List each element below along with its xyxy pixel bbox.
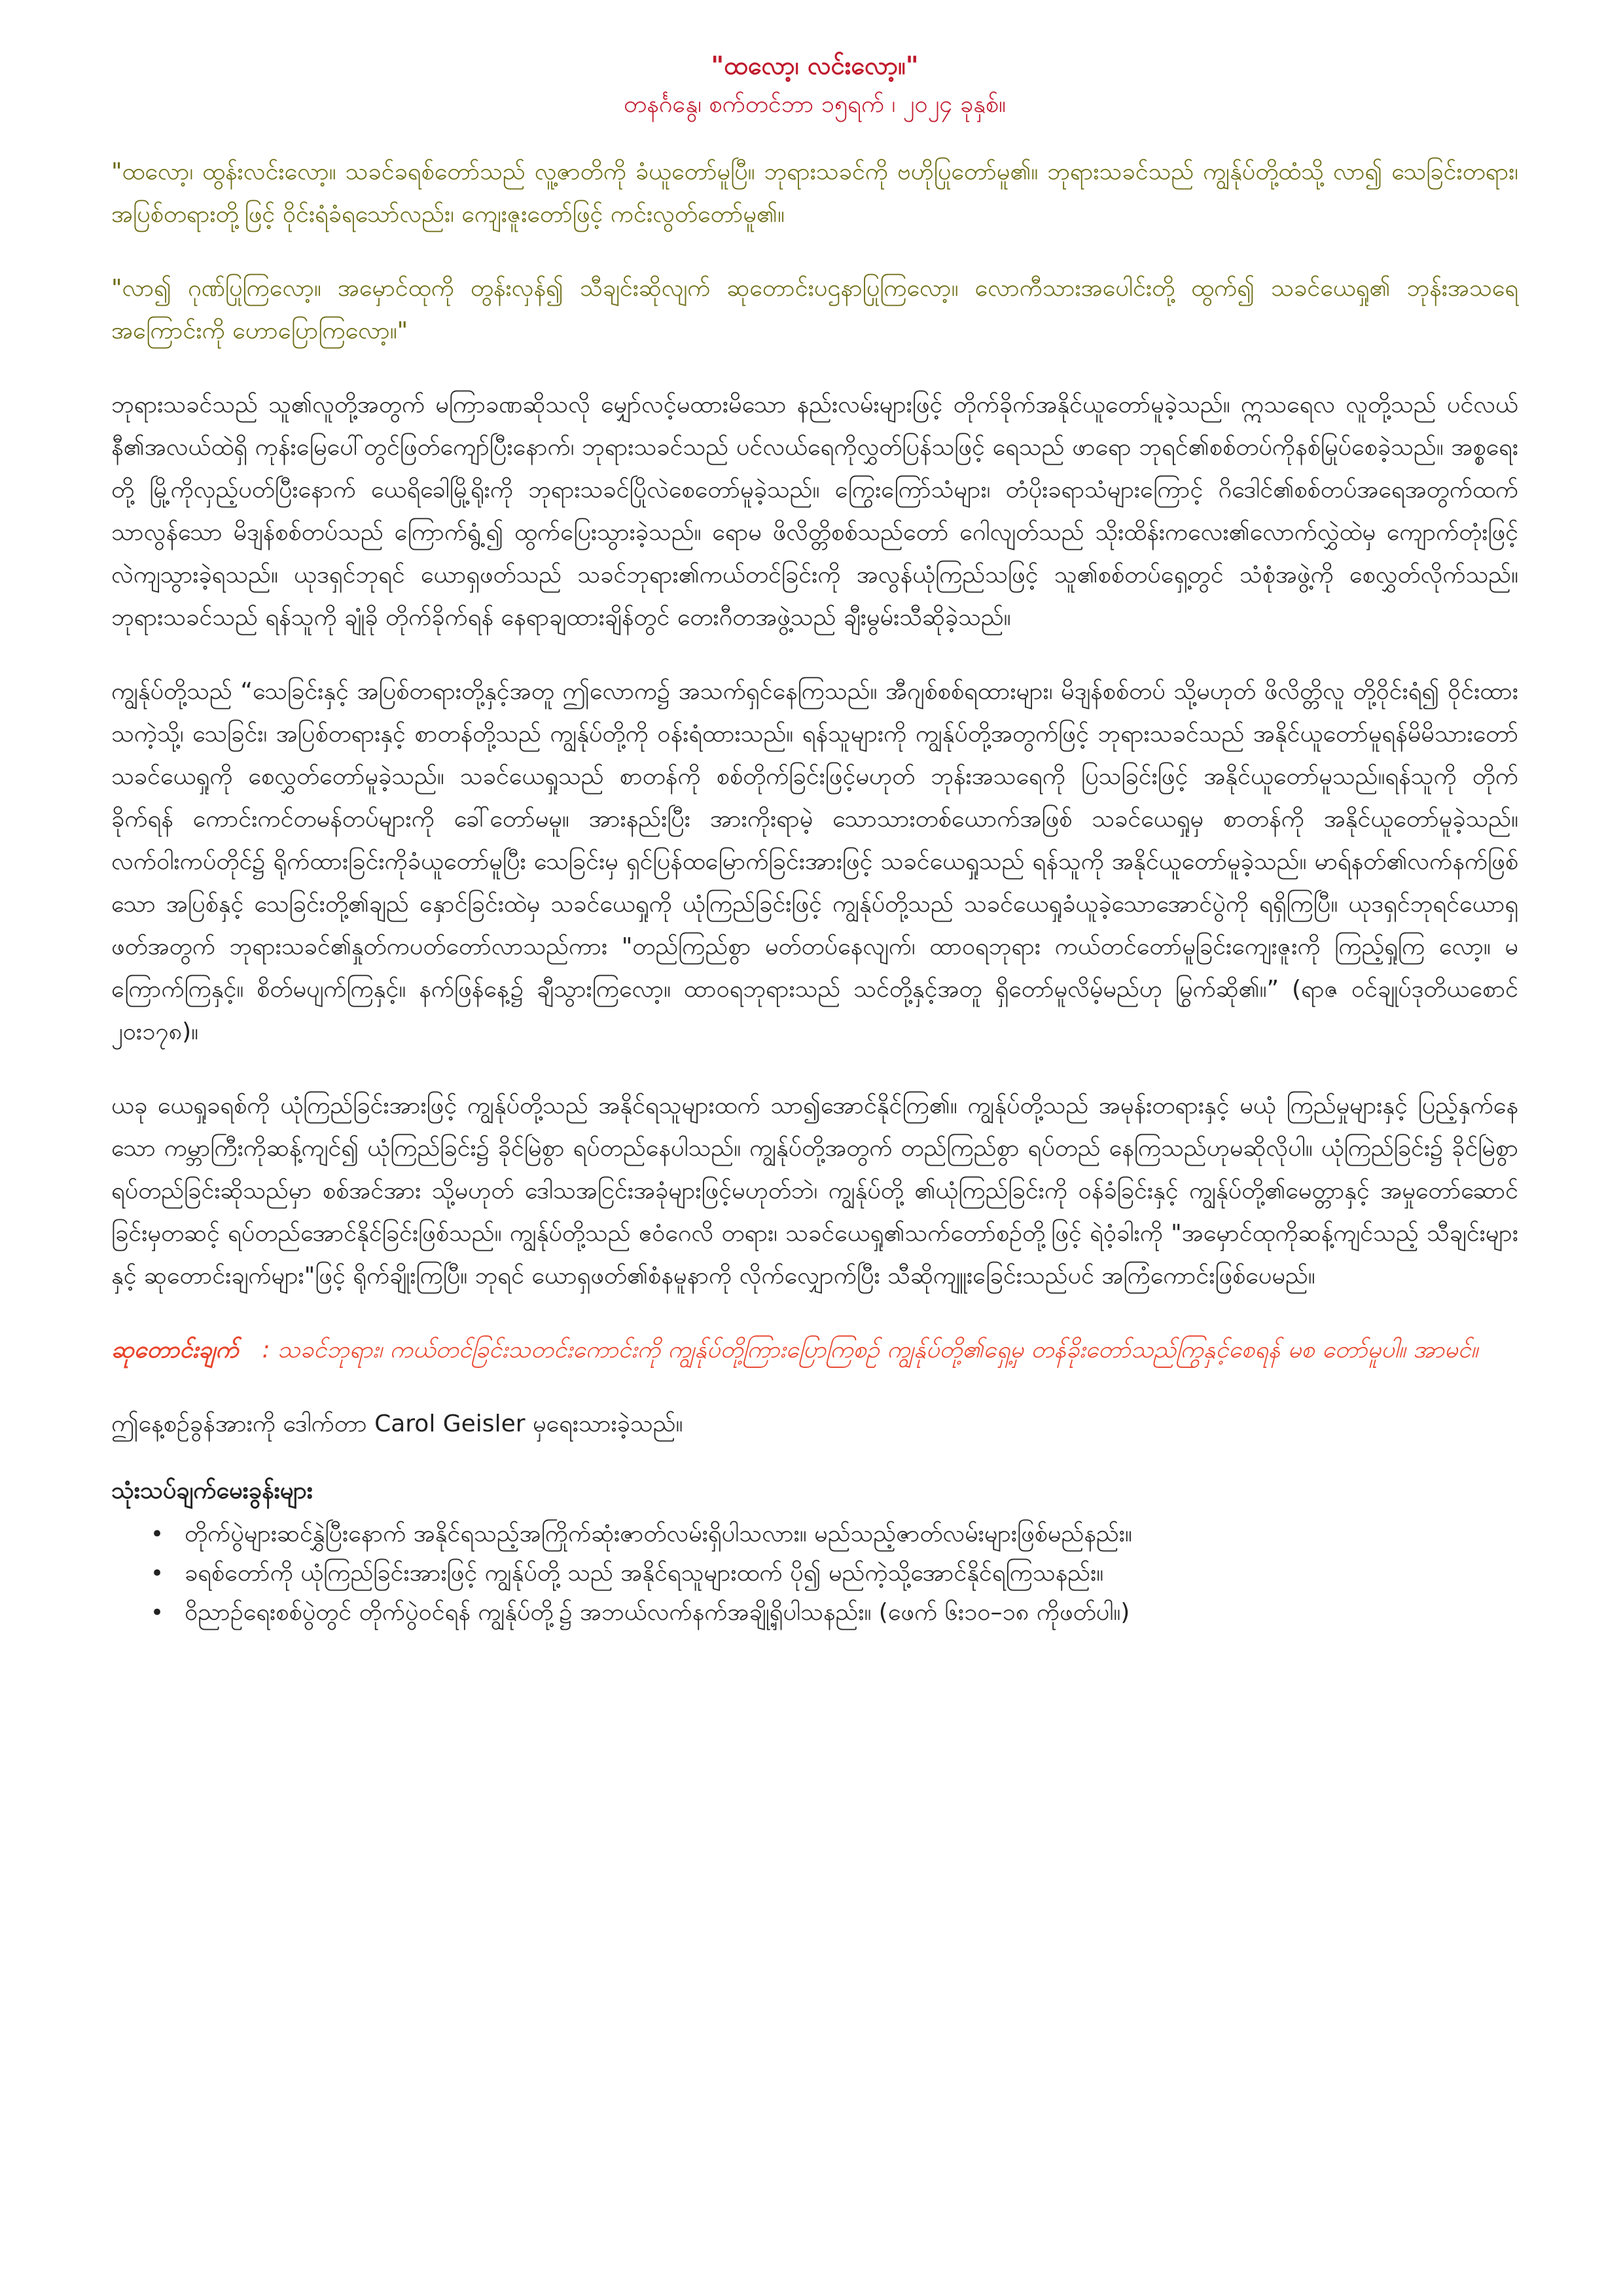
bullet-icon: •	[151, 1521, 164, 1547]
prayer	[111, 1329, 1518, 1371]
list-item	[151, 1593, 1518, 1632]
body-paragraph-2: ကျွန်ုပ်တို့သည် “သေခြင်းနှင့် အပြစ်တရားတို့နှင့်အတူ ဤလောက၌ အသက်ရှင်နေကြသည်။ အီဂျစ်စစ်ရထားများ၊ မိဒျန်စစ်တပ် သို့မဟုတ် ဖိလိတ္တိလူ တို့ဝိုင်းရံ၍ ဝိုင်းထားသကဲ့သို့၊ သေခြင်း၊ အပြစ်တရားနှင့် စာတန်တို့သည် ကျွန်ုပ်တို့ကို ဝန်းရံထားသည်။ ရန်သူများကို ကျွန်ုပ်တို့အတွက်ဖြင့် ဘုရားသခင်သည် အနိုင်ယူတော်မူရန်မိမိသားတော်သခင်ယေရှုကို စေလွှတ်တော်မူခဲ့သည်။ သခင်ယေရှုသည် စာတန်ကို စစ်တိုက်ခြင်းဖြင့်မဟုတ် ဘုန်းအသရေကို ပြသခြင်းဖြင့် အနိုင်ယူတော်မူသည်။ရန်သူကို တိုက် ခိုက်ရန် ကောင်းကင်တမန်တပ်များကို ခေါ်တော်မမူ။ အားနည်းပြီး အားကိုးရာမဲ့ သောသားတစ်ယောက်အဖြစ် သခင်ယေရှုမှ စာတန်ကို အနိုင်ယူတော်မူခဲ့သည်။ လက်ဝါးကပ်တိုင်၌ ရိုက်ထားခြင်းကိုခံယူတော်မူပြီး သေခြင်းမှ ရှင်ပြန်ထမြောက်ခြင်းအားဖြင့် သခင်ယေရှုသည် ရန်သူကို အနိုင်ယူတော်မူခဲ့သည်။ မာရ်နတ်၏လက်နက်ဖြစ်သော အပြစ်နှင့် သေခြင်းတို့၏ချည် နှောင်ခြင်းထဲမှ သခင်ယေရှုကို ယုံကြည်ခြင်းဖြင့် ကျွန်ုပ်တို့သည် သခင်ယေရှုခံယူခဲ့သောအောင်ပွဲကို ရရှိကြပြီ။ ယုဒရှင်ဘုရင်ယောရှဖတ်အတွက် ဘုရားသခင်၏နှုတ်ကပတ်တော်လာသည်ကား "တည်ကြည်စွာ မတ်တပ်နေလျက်၊ ထာဝရဘုရား ကယ်တင်တော်မူခြင်းကျေးဇူးကို ကြည့်ရှုကြ လော့။ မကြောက်ကြနှင့်။ စိတ်မပျက်ကြနှင့်။ နက်ဖြန်နေ့၌ ချီသွားကြလော့။ ထာဝရဘုရားသည် သင်တို့နှင့်အတူ ရှိတော်မူလိမ့်မည်ဟု မြွက်ဆို၏။” (ရာဇ ဝင်ချုပ်ဒုတိယစောင် ၂၀း၁၇၈)။	[111, 678, 1518, 1045]
bullet-icon: •	[151, 1600, 164, 1626]
bullet-icon: •	[151, 1560, 164, 1587]
dateline: တနင်္ဂနွေ၊ စက်တင်ဘာ ၁၅ရက် ၊ ၂၀၂၄ ခုနှစ်။	[624, 91, 1006, 118]
prayer-text: : သခင်ဘုရား၊ ကယ်တင်ခြင်းသတင်းကောင်းကို ကျွန်ုပ်တို့ကြားပြောကြစဉ် ကျွန်ုပ်တို့၏ရှေ့မှ တန်ခိုးတော်သည်ကြွနှင့်စေရန် မစ တော်မူပါ။ အာမင်။	[262, 1336, 1478, 1363]
author-credit: ဤနေ့စဉ်ခွန်အားကို ဒေါက်တာ Carol Geisler မှရေးသားခဲ့သည်။	[111, 1410, 683, 1437]
body-paragraph-3: ယခု ယေရှုခရစ်ကို ယုံကြည်ခြင်းအားဖြင့် ကျွန်ုပ်တို့သည် အနိုင်ရသူများထက် သာ၍အောင်နိုင်ကြ၏။ ကျွန်ုပ်တို့သည် အမုန်းတရားနှင့် မယုံ ကြည်မှုများနှင့် ပြည့်နှက်နေသော ကမ္ဘာကြီးကိုဆန့်ကျင်၍ ယုံကြည်ခြင်း၌ ခိုင်မြဲစွာ ရပ်တည်နေပါသည်။ ကျွန်ုပ်တို့အတွက် တည်ကြည်စွာ ရပ်တည် နေကြသည်ဟုမဆိုလိုပါ။ ယုံကြည်ခြင်း၌ ခိုင်မြဲစွာရပ်တည်ခြင်းဆိုသည်မှာ စစ်အင်အား သို့မဟုတ် ဒေါသအငြင်းအခုံများဖြင့်မဟုတ်ဘဲ၊ ကျွန်ုပ်တို့ ၏ယုံကြည်ခြင်းကို ဝန်ခံခြင်းနှင့် ကျွန်ုပ်တို့၏မေတ္တာနှင့် အမှုတော်ဆောင်ခြင်းမှတဆင့် ရပ်တည်အောင်နိုင်ခြင်းဖြစ်သည်။ ကျွန်ုပ်တို့သည် ဧဝံဂေလိ တရား၊ သခင်ယေရှု၏သက်တော်စဉ်တို့ဖြင့် ရဲဝံ့ခါးကို "အမှောင်ထုကိုဆန့်ကျင်သည့် သီချင်းများနှင့် ဆုတောင်းချက်များ"ဖြင့် ရိုက်ချိုးကြပြီ။ ဘုရင် ယောရှဖတ်၏စံနမူနာကို လိုက်လျှောက်ပြီး သီဆိုကျူးခြေင်းသည်ပင် အကြံကောင်းဖြစ်ပေမည်။	[111, 1092, 1519, 1289]
reflection-questions-heading: သုံးသပ်ချက်မေးခွန်းများ	[111, 1477, 313, 1504]
question-text: ခရစ်တော်ကို ယုံကြည်ခြင်းအားဖြင့် ကျွန်ုပ်တို့ သည် အနိုင်ရသူများထက် ပို၍ မည်ကဲ့သို့အောင်နိုင်ရကြသနည်း။	[185, 1560, 1104, 1587]
body-paragraph-1: ဘုရားသခင်သည် သူ၏လူတို့အတွက် မကြာခဏဆိုသလို မျှော်လင့်မထားမိသော နည်းလမ်းများဖြင့် တိုက်ခိုက်အနိုင်ယူတော်မူခဲ့သည်။ ဣသရေလ လူတို့သည် ပင်လယ်နီ၏အလယ်ထဲရှိ ကုန်းမြေပေါ်တွင်ဖြတ်ကျော်ပြီးနောက်၊ ဘုရားသခင်သည် ပင်လယ်ရေကိုလွှတ်ပြန်သဖြင့် ရေသည် ဖာရော ဘုရင်၏စစ်တပ်ကိုနစ်မြုပ်စေခဲ့သည်။ အစ္စရေးတို့ မြို့ကိုလှည့်ပတ်ပြီးနောက် ယေရိခေါမြို့ရိုးကို ဘုရားသခင်ပြိုလဲစေတော်မူခဲ့သည်။ ကြွေးကြော်သံများ၊ တံပိုးခရာသံများကြောင့် ဂိဒေါင်၏စစ်တပ်အရေအတွက်ထက် သာလွန်သော မိဒျန်စစ်တပ်သည် ကြောက်ရွံ့၍ ထွက်ပြေးသွားခဲ့သည်။ ရောမ ဖိလိတ္တိစစ်သည်တော် ဂေါလျတ်သည် သိုးထိန်းကလေး၏လောက်လွှဲထဲမှ ကျောက်တုံးဖြင့် လဲကျသွားခဲ့ရသည်။ ယုဒရှင်ဘုရင် ယောရှဖတ်သည် သခင်ဘုရား၏ကယ်တင်ခြင်းကို အလွန်ယုံကြည်သဖြင့် သူ၏စစ်တပ်ရှေ့တွင် သံစုံအဖွဲ့ကို စေလွှတ်လိုက်သည်။ ဘုရားသခင်သည် ရန်သူကို ချုံခို တိုက်ခိုက်ရန် နေရာချထားချိန်တွင် တေးဂီတအဖွဲ့သည် ချီးမွမ်းသီဆိုခဲ့သည်။	[111, 391, 1518, 631]
question-text: တိုက်ပွဲများဆင်နွှဲပြီးနောက် အနိုင်ရသည့်အကြိုက်ဆုံးဇာတ်လမ်းရှိပါသလား။ မည်သည့်ဇာတ်လမ်းများဖြစ်မည်နည်း။	[185, 1520, 1132, 1547]
page-title: "ထလော့၊ လင်းလော့။"	[711, 51, 919, 80]
opening-quote-1: "ထလော့၊ ထွန်းလင်းလော့။ သခင်ခရစ်တော်သည် လူ့ဇာတိကို ခံယူတော်မူပြီ။ ဘုရားသခင်ကို ဗဟိုပြုတော်မူ၏။ ဘုရားသခင်သည် ကျွန်ုပ်တို့ထံသို့ လာ၍ သေခြင်းတရား၊ အပြစ်တရားတို့ဖြင့် ဝိုင်းရံခံရသော်လည်း၊ ကျေးဇူးတော်ဖြင့် ကင်းလွတ်တော်မူ၏။	[111, 158, 1518, 228]
list-item	[151, 1515, 1518, 1554]
question-text: ဝိညာဉ်ရေးစစ်ပွဲတွင် တိုက်ပွဲဝင်ရန် ကျွန်ုပ်တို့၌ အဘယ်လက်နက်အချို့ရှိပါသနည်း။ (ဖေက် ၆း၁၀–၁၈ ကိုဖတ်ပါ။)	[185, 1599, 1130, 1626]
devotional-page	[111, 46, 1518, 1632]
list-item	[151, 1554, 1518, 1593]
reflection-questions-list	[111, 1515, 1518, 1632]
opening-quote-2: "လာ၍ ဂုဏ်ပြုကြလော့။ အမှောင်ထုကို တွန်းလှန်၍ သီချင်းဆိုလျက် ဆုတောင်းပဌနာပြုကြလော့။ လောကီသားအပေါင်းတို့ ထွက်၍ သခင်ယေရှု၏ ဘုန်းအသရေအကြောင်းကို ဟောပြောကြလော့။"	[111, 275, 1518, 344]
prayer-label: ဆုတောင်းချက်	[111, 1336, 239, 1363]
